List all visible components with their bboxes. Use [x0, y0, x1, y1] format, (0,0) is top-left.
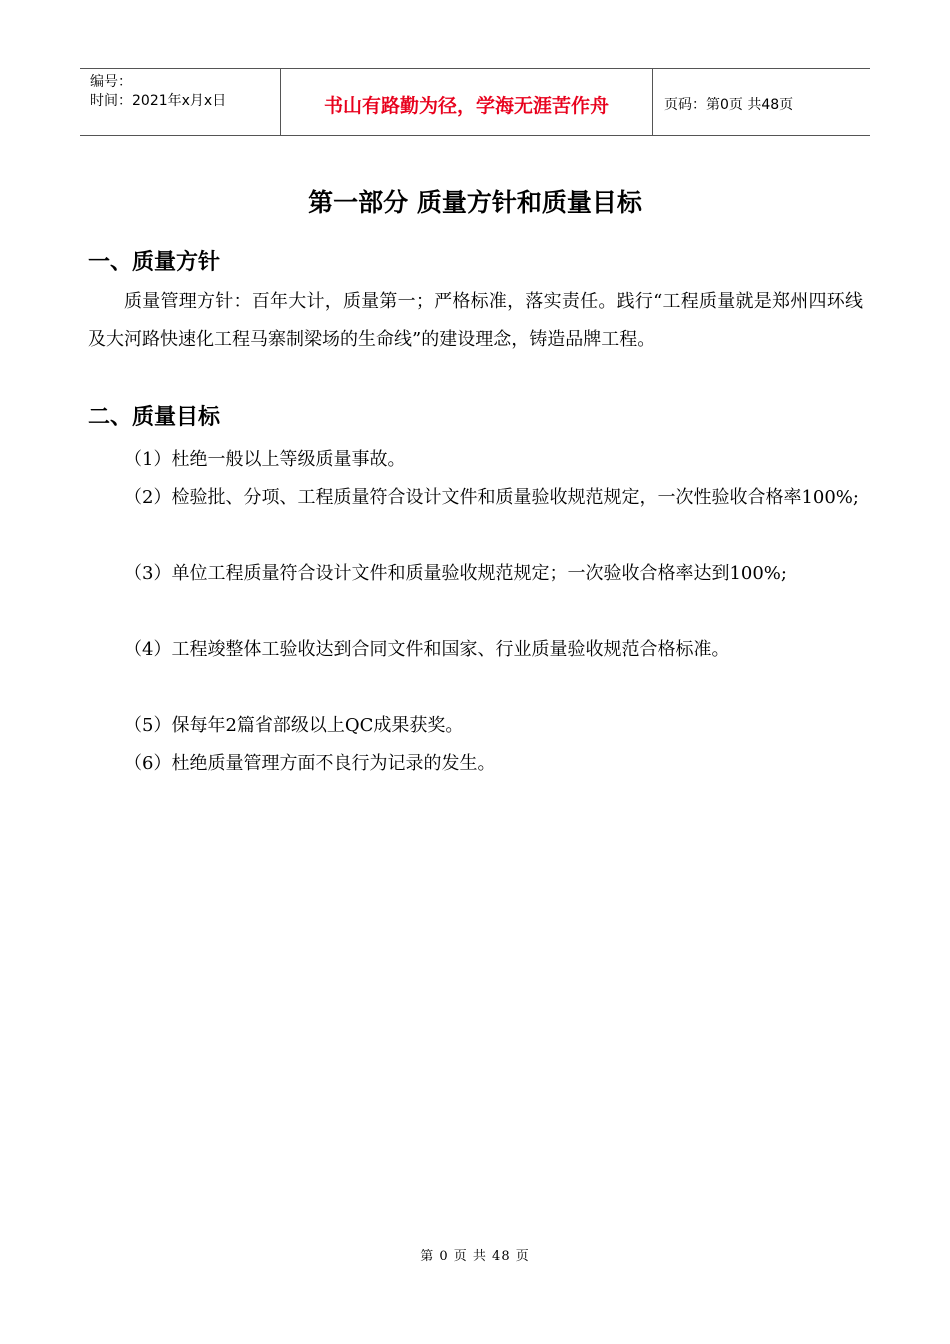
objective-item-2: （2）检验批、分项、工程质量符合设计文件和质量验收规范规定，一次性验收合格率100%;: [124, 487, 859, 508]
objective-item-3: （3）单位工程质量符合设计文件和质量验收规范规定；一次验收合格率达到100%;: [124, 563, 787, 584]
page-header: [80, 68, 870, 136]
objective-item-4: （4）工程竣整体工验收达到合同文件和国家、行业质量验收规范合格标准。: [124, 639, 730, 660]
header-meta: [80, 69, 281, 135]
section-heading-quality-policy: 一、质量方针: [88, 250, 221, 275]
document-title: 第一部分 质量方针和质量目标: [308, 188, 642, 217]
header-motto: 书山有路勤为径，学海无涯苦作舟: [281, 69, 653, 135]
document-time-label: 时间：2021年x月x日: [90, 93, 227, 109]
header-page-info: 页码：第0页 共48页: [664, 97, 794, 113]
objective-item-6: （6）杜绝质量管理方面不良行为记录的发生。: [124, 753, 496, 774]
objective-item-1: （1）杜绝一般以上等级质量事故。: [124, 449, 406, 470]
page-footer: 第 0 页 共 48 页: [420, 1249, 530, 1264]
objective-item-5: （5）保每年2篇省部级以上QC成果获奖。: [124, 715, 464, 736]
section-heading-quality-objectives: 二、质量目标: [88, 405, 221, 430]
paragraph-quality-policy: 质量管理方针：百年大计，质量第一；严格标准，落实责任。践行“工程质量就是郑州四环线及大河路快速化工程马寨制梁场的生命线”的建设理念，铸造品牌工程。: [88, 291, 863, 350]
document-number-label: 编号：: [90, 74, 132, 90]
